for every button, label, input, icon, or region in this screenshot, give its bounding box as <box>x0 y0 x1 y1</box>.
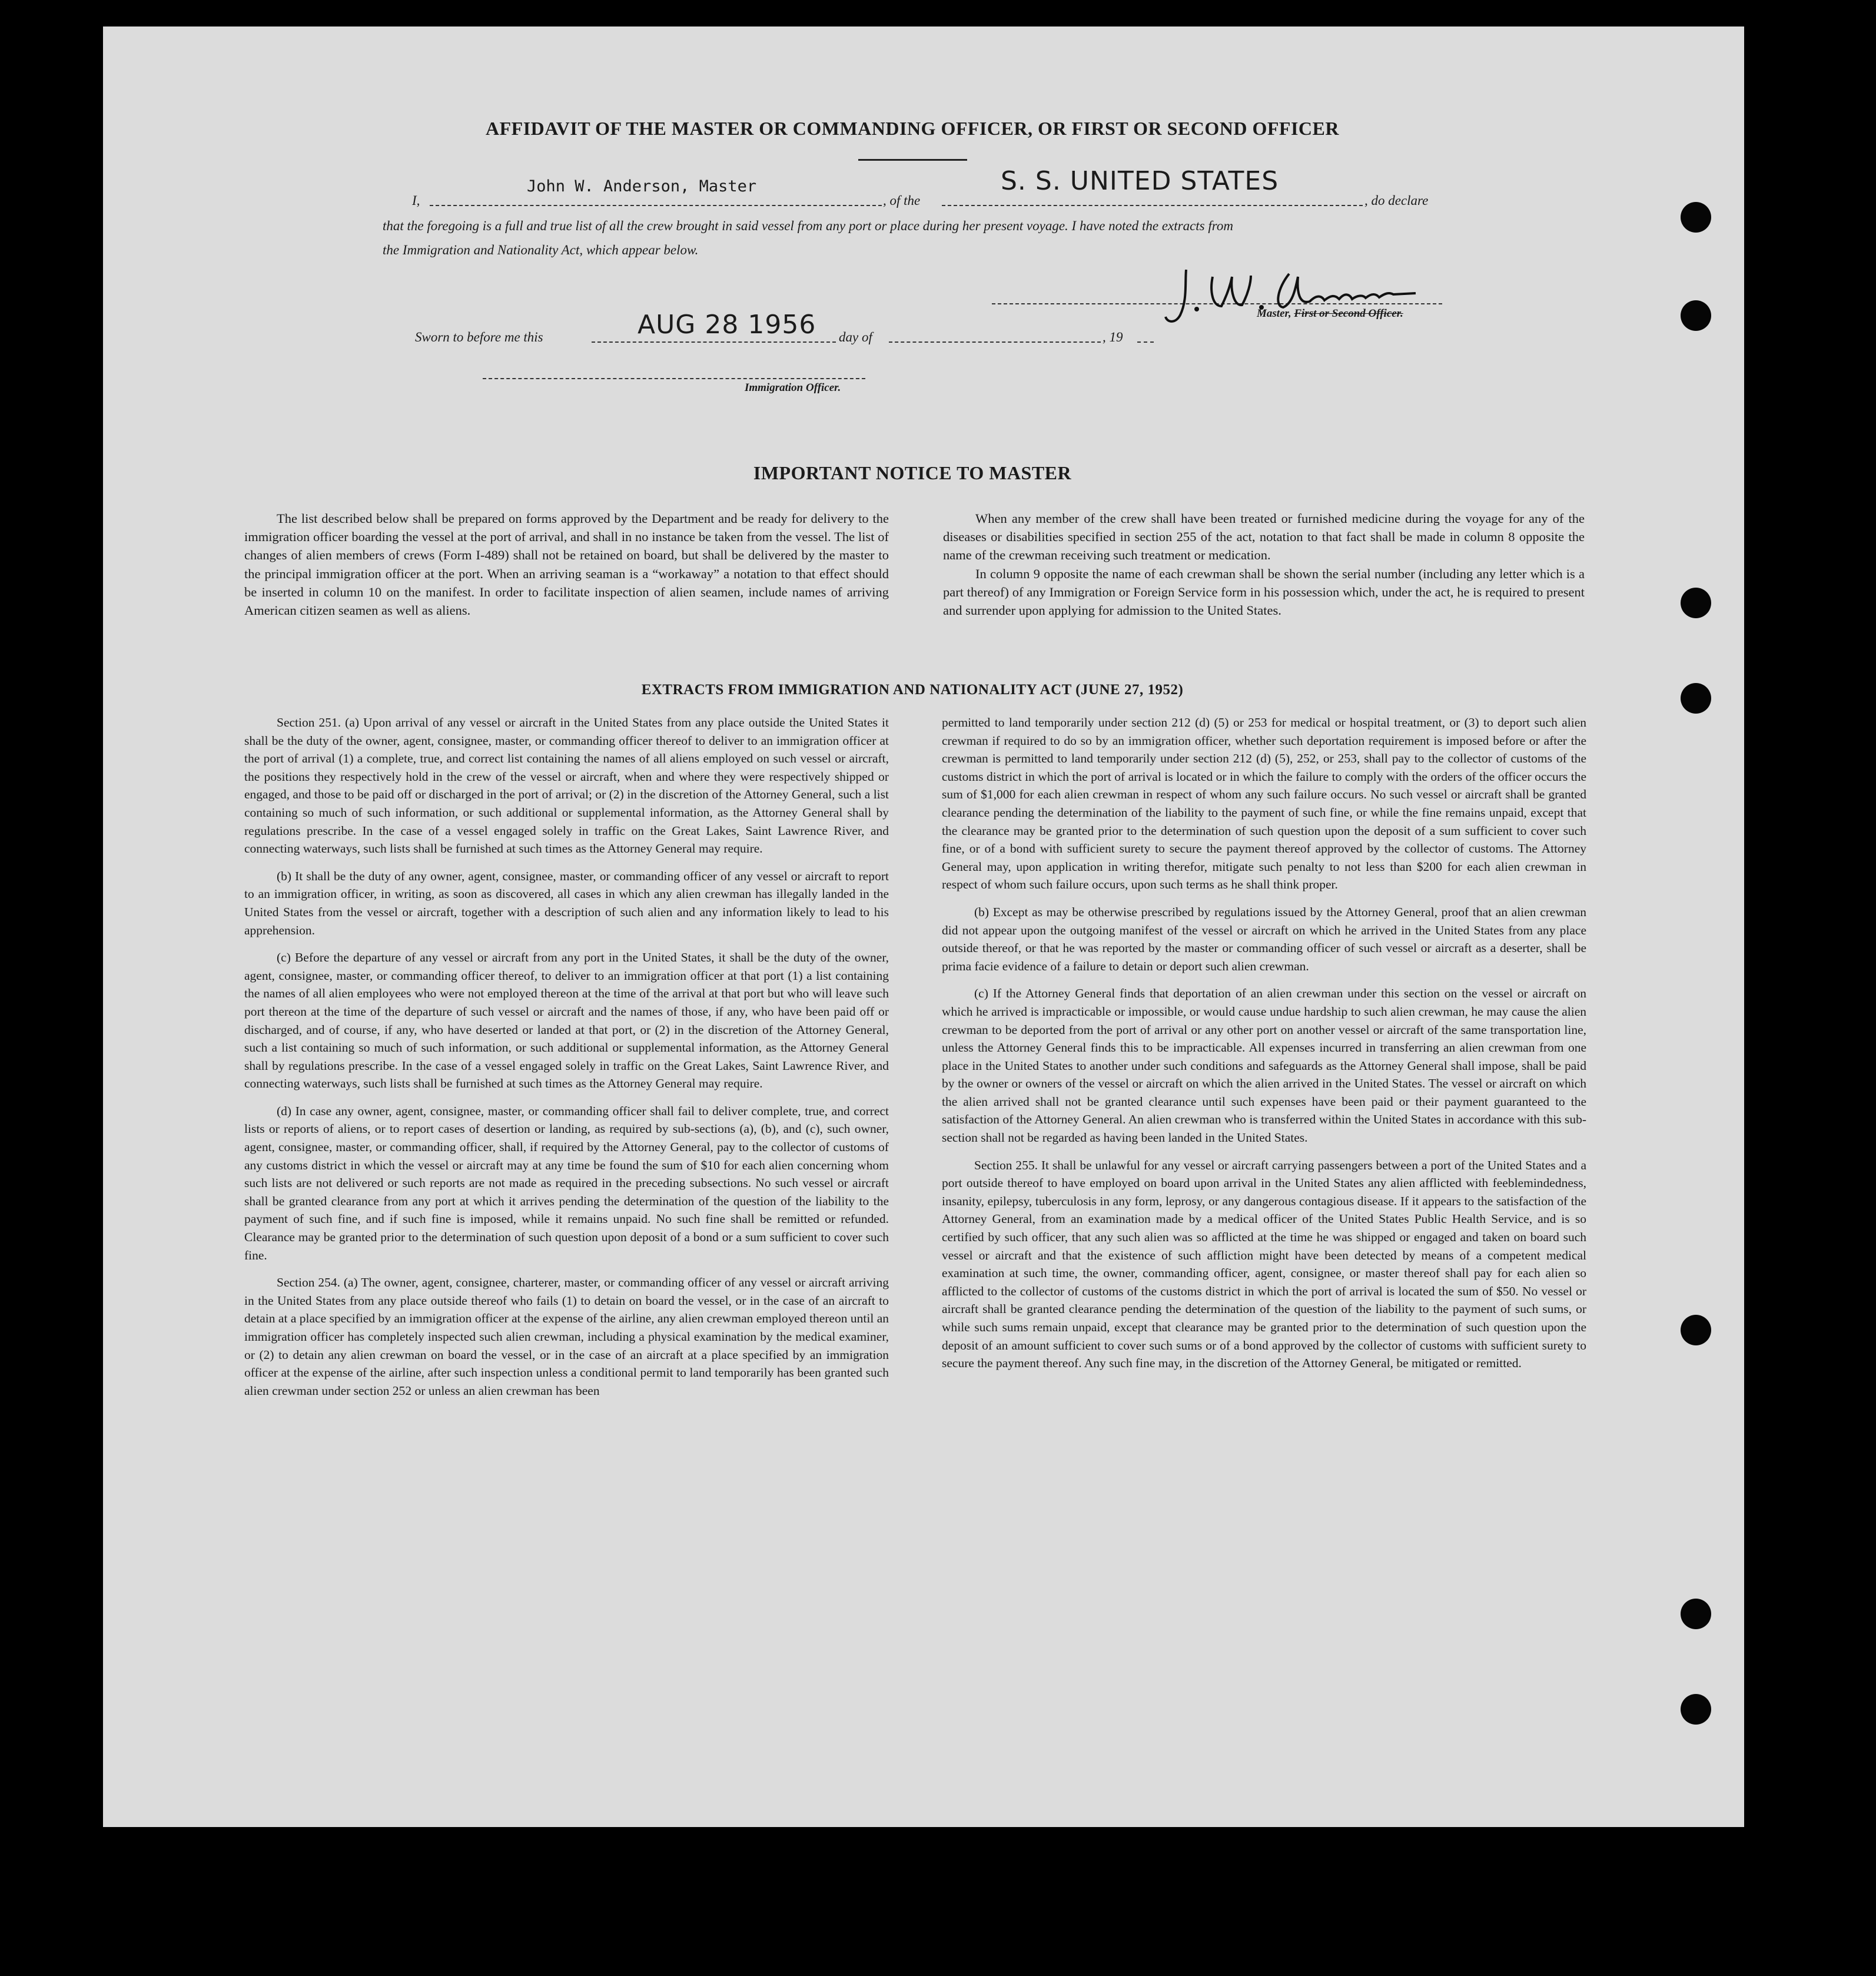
binder-hole <box>1681 1315 1711 1345</box>
notice-title: IMPORTANT NOTICE TO MASTER <box>753 462 1072 483</box>
binder-hole <box>1681 300 1711 331</box>
extract-paragraph: (b) Except as may be otherwise prescribed by regulations issued by the Attorney General, proof that an alien crewman did not appear upon the outgoing manifest of the vessel or aircraft on which he arrived in the United States from any place outside thereof, or that he was reported by the master or commanding officer of such vessel or aircraft as a deserter, shall be prima facie evidence of a failure to detain or deport such alien crewman. <box>942 904 1586 973</box>
title-divider <box>858 159 967 161</box>
binder-hole <box>1681 202 1711 233</box>
master-name-line <box>430 205 882 206</box>
extract-paragraph: (d) In case any owner, agent, consignee, master, or commanding officer shall fail to deliver complete, true, and correct lists or reports of aliens, or to report cases of desertion or landing, as required by sub-sections (a), (b), and (c), such owner, agent, consignee, master, or commanding officer, shall, if required by the Attorney General, pay to the collector of customs of any customs district in which the vessel or aircraft may at any time be found the sum of $10 for each alien concerning whom such lists are not delivered or such reports are not made as required in the preceding subsections. No such vessel or aircraft shall be granted clearance from any port at which it arrives pending the determination of the question of the liability to the payment of such fine, and if such fine is imposed, while it remains unpaid. No such fine shall be remitted or refunded. Clearance may be granted prior to the determination of such question upon deposit of a bond or a sum sufficient to cover such fine. <box>244 1103 889 1262</box>
day-of-label: day of <box>839 330 872 344</box>
signer-title-struck: First or Second Officer. <box>1294 307 1403 320</box>
immigration-officer-label: Immigration Officer. <box>745 382 841 394</box>
notice-paragraph: The list described below shall be prepared on forms approved by the Department and be ready for delivery to the immigration officer boarding the vessel at the port of arrival, and shall in no instance be taken from the vessel. The list of changes of alien members of crews (Form I-489) shall not be retained on board, but shall be delivered by the master to the principal immigration officer at the port. When an arriving seaman is a “workaway” a notation to that effect should be inserted in column 10 on the manifest. In order to facilitate inspection of alien seamen, include names of arriving American citizen seamen as well as aliens. <box>244 511 889 618</box>
sworn-label: Sworn to before me this <box>415 330 543 344</box>
notice-paragraph: When any member of the crew shall have been treated or furnished medicine during the voyage for any of the diseases or disabilities specified in section 255 of the act, notation to that fact shall be made in column 8 opposite the name of the crewman receiving such treatment or medication. <box>943 511 1585 563</box>
year-line <box>1137 342 1154 343</box>
month-line <box>889 342 1101 343</box>
extracts-right-column <box>942 714 1586 1382</box>
extract-paragraph: Section 254. (a) The owner, agent, consignee, charterer, master, or commanding officer of any vessel or aircraft arriving in the United States from any place outside thereof who fails (1) to detain on board the vessel, or in the case of an aircraft to detain at a place specified by an immigration officer at the expense of the airline, any alien crewman employed thereon until an immigration officer has completely inspected such alien crewman, including a physical examination by the medical examiner, or (2) to detain any alien crewman on board the vessel, or in the case of an aircraft at a place specified by an immigration officer at the expense of the airline, after such inspection unless a conditional permit to land temporarily has been granted such alien crewman under section 252 or unless an alien crewman has been <box>244 1275 889 1398</box>
signer-title <box>1257 307 1403 320</box>
of-the-label: , of the <box>883 193 921 208</box>
extracts-left-column <box>244 714 889 1409</box>
extract-paragraph: (c) If the Attorney General finds that deportation of an alien crewman under this section on the vessel or aircraft on which he arrived is impracticable or impossible, or would cause undue hardship to such alien crewman, he may cause the alien crewman to be deported from the port of arrival or any other port on another vessel or aircraft of the same transportation line, unless the Attorney General finds this to be impracticable. All expenses incurred in transferring an alien crewman from one place in the United States to another under such conditions and safeguards as the Attorney General shall impose, shall be paid by the owner or owners of the vessel or aircraft on which the alien arrived in the United States. The vessel or aircraft on which the alien arrived shall not be granted clearance until such expenses have been paid or their payment guaranteed to the satisfaction of the Attorney General. An alien crewman who is transferred within the United States in accordance with this sub-section shall not be regarded as having been landed in the United States. <box>942 986 1586 1145</box>
binder-hole <box>1681 683 1711 714</box>
vessel-name-field: S. S. UNITED STATES <box>1001 166 1279 196</box>
declaration-line-1: that the foregoing is a full and true list of all the crew brought in said vessel from any port or place during her present voyage. I have noted the extracts from <box>383 218 1233 233</box>
immigration-officer-line <box>483 378 865 379</box>
affidavit-title: AFFIDAVIT OF THE MASTER OR COMMANDING OFFICER, OR FIRST OR SECOND OFFICER <box>486 118 1339 139</box>
binder-hole <box>1681 1599 1711 1629</box>
signer-title-master: Master, <box>1257 307 1291 320</box>
extract-paragraph: Section 251. (a) Upon arrival of any vessel or aircraft in the United States from any place outside the United States it shall be the duty of the owner, agent, consignee, master, or commanding officer thereof to deliver to an immigration officer at the port of arrival (1) a complete, true, and correct list containing the names of all aliens employed on such vessel or aircraft, the positions they respectively hold in the crew of the vessel or aircraft, when and where they were respectively shipped or engaged, and those to be paid off or discharged in the port of arrival; or (2) in the discretion of the Attorney General, such a list containing so much of such information, or such additional or supplemental information, as the Attorney General shall by regulations prescribe. In the case of a vessel engaged solely in traffic on the Great Lakes, Saint Lawrence River, and connecting waterways, such lists shall be furnished at such times as the Attorney General may require. <box>244 715 889 856</box>
notice-left-column <box>244 509 889 619</box>
extract-paragraph: permitted to land temporarily under section 212 (d) (5) or 253 for medical or hospital treatment, or (3) to deport such alien crewman if required to do so by an immigration officer, whether such deportation requirement is imposed before or after the crewman is permitted to land temporarily under section 212 (d) (5), 252, or 253, shall pay to the collector of customs of the customs district in which the port of arrival is located or in which the failure to comply with the orders of the officer occurs the sum of $1,000 for each alien crewman in respect of whom any such failure occurs. No such vessel or aircraft shall be granted clearance pending the determination of the liability to the payment of such fine, or while the fine remains unpaid, except that the clearance may be granted prior to the determination of such question upon the deposit of a sum sufficient to cover such fine, or of a bond with sufficient surety to secure the payment thereof approved by the collector of customs. The Attorney General may, upon application in writing therefor, mitigate such penalty to not less than $200 for each alien crewman in respect of whom such failure occurs, upon such terms as he shall think proper. <box>942 715 1586 892</box>
extract-paragraph: Section 255. It shall be unlawful for any vessel or aircraft carrying passengers between a port of the United States and a port outside thereof to have employed on board upon arrival in the United States any alien afflicted with feeblemindedness, insanity, epilepsy, tuberculosis in any form, leprosy, or any dangerous contagious disease. If it appears to the satisfaction of the Attorney General, from an examination made by a medical officer of the United States Public Health Service, and is so certified by such officer, that any such alien was so afflicted at the time he was shipped or engaged and taken on board such vessel or aircraft and that the existence of such affliction might have been detected by means of a competent medical examination at such time, the owner, commanding officer, agent, consignee, or master thereof shall pay for each alien so afflicted to the collector of customs of the customs district in which the port of arrival is located the sum of $50. No vessel or aircraft shall be granted clearance pending the determination of the question of the liability to the payment of such sums, or while such sums remain unpaid, except that clearance may be granted prior to the determination of such question upon the deposit of an amount sufficient to cover such sums or of a bond approved by the collector of customs with sufficient surety to secure the payment thereof. Any such fine may, in the discretion of the Attorney General, be mitigated or remitted. <box>942 1158 1586 1371</box>
sworn-date-stamp: AUG 28 1956 <box>637 310 816 340</box>
i-label: I, <box>412 193 420 208</box>
year-label: , 19 <box>1103 330 1123 344</box>
extract-paragraph: (c) Before the departure of any vessel or aircraft from any port in the United States, it shall be the duty of the owner, agent, consignee, master, or commanding officer thereof, to deliver to an immigration officer at that port (1) a list containing the names of all alien employees who were not employed thereon at the time of the arrival at that port but who will leave such port thereon at the time of the departure of such vessel or aircraft and the names of those, if any, who have been paid off or discharged, and of course, if any, who have deserted or landed at that port, or (2) in the discretion of the Attorney General, such a list containing so much of such information, or such additional or supplemental information, as the Attorney General shall by regulations prescribe. In the case of a vessel engaged solely in traffic on the Great Lakes, Saint Lawrence River, and connecting waterways, such lists shall be furnished at such times as the Attorney General may require. <box>244 950 889 1091</box>
declaration-line-2: the Immigration and Nationality Act, which appear below. <box>383 243 699 257</box>
notice-paragraph: In column 9 opposite the name of each crewman shall be shown the serial number (including any letter which is a part thereof) of any Immigration or Foreign Service form in his possession which, under the act, he is required to present and surrender upon applying for admission to the United States. <box>943 566 1585 618</box>
notice-right-column <box>943 509 1585 619</box>
extract-paragraph: (b) It shall be the duty of any owner, agent, consignee, master, or commanding officer of any vessel or aircraft to report to an immigration officer, in writing, as soon as discovered, all cases in which any alien crewman has illegally landed in the United States from the vessel or aircraft, together with a description of such alien and any information likely to lead to his apprehension. <box>244 868 889 937</box>
vessel-name-line <box>942 205 1363 206</box>
extracts-title: EXTRACTS FROM IMMIGRATION AND NATIONALITY ACT (JUNE 27, 1952) <box>641 682 1184 698</box>
binder-hole <box>1681 588 1711 618</box>
declare-label: , do declare <box>1364 193 1429 208</box>
master-name-field: John W. Anderson, Master <box>527 177 757 195</box>
sworn-date-line <box>592 342 836 343</box>
binder-hole <box>1681 1694 1711 1725</box>
